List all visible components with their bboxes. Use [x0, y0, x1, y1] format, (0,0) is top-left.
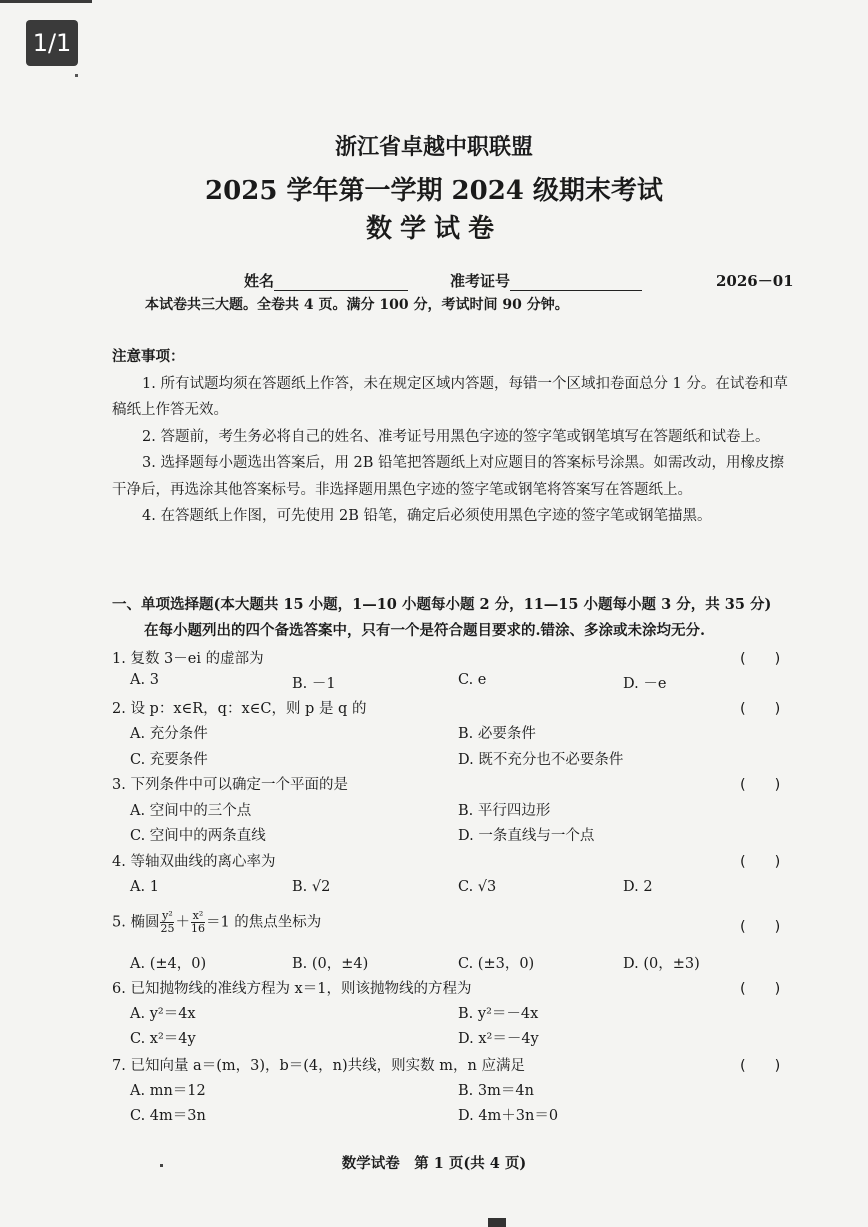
- answer-paren: ( ): [740, 651, 781, 667]
- page-indicator: 1/1: [26, 20, 78, 66]
- id-blank: [510, 274, 642, 291]
- option: C. 空间中的两条直线: [130, 828, 266, 844]
- option: D. 4m＋3n＝0: [458, 1108, 559, 1124]
- note-item: 1. 所有试题均须在答题纸上作答，未在规定区域内答题，每错一个区域扣卷面总分 1 分。在试卷和草稿纸上作答无效。: [112, 375, 788, 418]
- exam-date: 2026－01: [716, 272, 794, 290]
- answer-paren: ( ): [740, 701, 781, 717]
- note-item: 3. 选择题每小题选出答案后，用 2B 铅笔把答题纸上对应题目的答案标号涂黑。如需改动，用橡皮擦干净后，再选涂其他答案标号。非选择题用黑色字迹的签字笔或钢笔将答案写在答题纸上。: [112, 455, 785, 498]
- org-title: 浙江省卓越中职联盟: [334, 134, 533, 160]
- option: D. (0，±3): [623, 956, 700, 972]
- option: D. 既不充分也不必要条件: [458, 752, 624, 768]
- bottom-edge-mark: [488, 1218, 506, 1227]
- answer-paren: ( ): [740, 919, 781, 935]
- option: B. 平行四边形: [458, 803, 551, 819]
- stem-suffix: ＝1 的焦点坐标为: [205, 914, 322, 931]
- question-stem: 5. 椭圆 $\frac{\text{y²}}{25}$ ＋ $\frac{\text{x²}}{16}$ ＝1 的焦点坐标为: [112, 909, 322, 935]
- option: A. mn＝12: [130, 1083, 206, 1099]
- option: D. x²＝－4y: [458, 1031, 539, 1047]
- frac-den: 16: [190, 922, 205, 935]
- answer-paren: ( ): [740, 854, 781, 870]
- option: C. e: [458, 672, 487, 688]
- option: D. 2: [623, 879, 653, 895]
- question-stem: 1. 复数 3－ei 的虚部为: [112, 651, 264, 667]
- option: B. (0，±4): [292, 956, 369, 972]
- option: A. 1: [130, 879, 159, 895]
- option: C. (±3，0): [458, 956, 535, 972]
- question-stem: 6. 已知抛物线的准线方程为 x＝1，则该抛物线的方程为: [112, 981, 472, 997]
- answer-paren: ( ): [740, 777, 781, 793]
- scan-speck: [75, 74, 78, 77]
- question-stem: 4. 等轴双曲线的离心率为: [112, 854, 276, 870]
- question-stem: 7. 已知向量 a＝(m，3)，b＝(4，n)共线，则实数 m，n 应满足: [112, 1058, 525, 1074]
- section-title: 一、单项选择题(本大题共 15 小题，1—10 小题每小题 2 分，11—15 小题每小题 3 分，共 35 分): [112, 596, 772, 613]
- option: B. －1: [292, 676, 336, 692]
- fraction-y: [160, 910, 174, 935]
- id-label: 准考证号: [450, 272, 511, 290]
- option: C. x²＝4y: [130, 1031, 196, 1047]
- question-stem: 3. 下列条件中可以确定一个平面的是: [112, 777, 348, 793]
- option: A. 空间中的三个点: [130, 803, 252, 819]
- option: A. 3: [130, 672, 159, 688]
- frac-num: x²: [192, 909, 204, 922]
- top-edge-mark: [0, 0, 92, 3]
- notes-title: 注意事项：: [112, 348, 185, 365]
- option: C. √3: [458, 879, 497, 895]
- name-field: [244, 270, 408, 291]
- option: C. 充要条件: [130, 752, 208, 768]
- option: D. 一条直线与一个点: [458, 828, 595, 844]
- stem-prefix: 5. 椭圆: [112, 914, 160, 931]
- answer-paren: ( ): [740, 981, 781, 997]
- option: A. (±4，0): [130, 956, 207, 972]
- option: B. √2: [292, 879, 331, 895]
- answer-paren: ( ): [740, 1058, 781, 1074]
- option: A. y²＝4x: [130, 1006, 196, 1022]
- fraction-x: [191, 910, 205, 935]
- notes-section: [112, 344, 792, 530]
- frac-den: 25: [160, 922, 175, 935]
- option: B. 必要条件: [458, 726, 536, 742]
- option: B. 3m＝4n: [458, 1083, 534, 1099]
- option: B. y²＝－4x: [458, 1006, 539, 1022]
- option: A. 充分条件: [130, 726, 208, 742]
- exam-title: 2025 学年第一学期 2024 级期末考试: [205, 176, 663, 206]
- question-stem: 2. 设 p：x∈R，q：x∈C，则 p 是 q 的: [112, 701, 367, 717]
- id-field: [450, 270, 642, 291]
- exam-description: 本试卷共三大题。全卷共 4 页。满分 100 分，考试时间 90 分钟。: [145, 297, 569, 313]
- note-item: 4. 在答题纸上作图，可先使用 2B 铅笔，确定后必须使用黑色字迹的签字笔或钢笔描黑。: [142, 508, 712, 524]
- section-instruction: 在每小题列出的四个备选答案中，只有一个是符合题目要求的.错涂、多涂或未涂均无分.: [144, 622, 706, 639]
- name-label: 姓名: [244, 272, 275, 290]
- option: D. －e: [623, 676, 667, 692]
- section-one: [112, 592, 792, 644]
- frac-num: y²: [162, 909, 173, 922]
- subject-title: 数学试卷: [365, 214, 502, 244]
- page-footer: 数学试卷 第 1 页(共 4 页): [341, 1155, 527, 1172]
- name-blank: [274, 274, 408, 291]
- note-item: 2. 答题前，考生务必将自己的姓名、准考证号用黑色字迹的签字笔或钢笔填写在答题纸和试卷上。: [142, 428, 770, 445]
- option: C. 4m＝3n: [130, 1108, 206, 1124]
